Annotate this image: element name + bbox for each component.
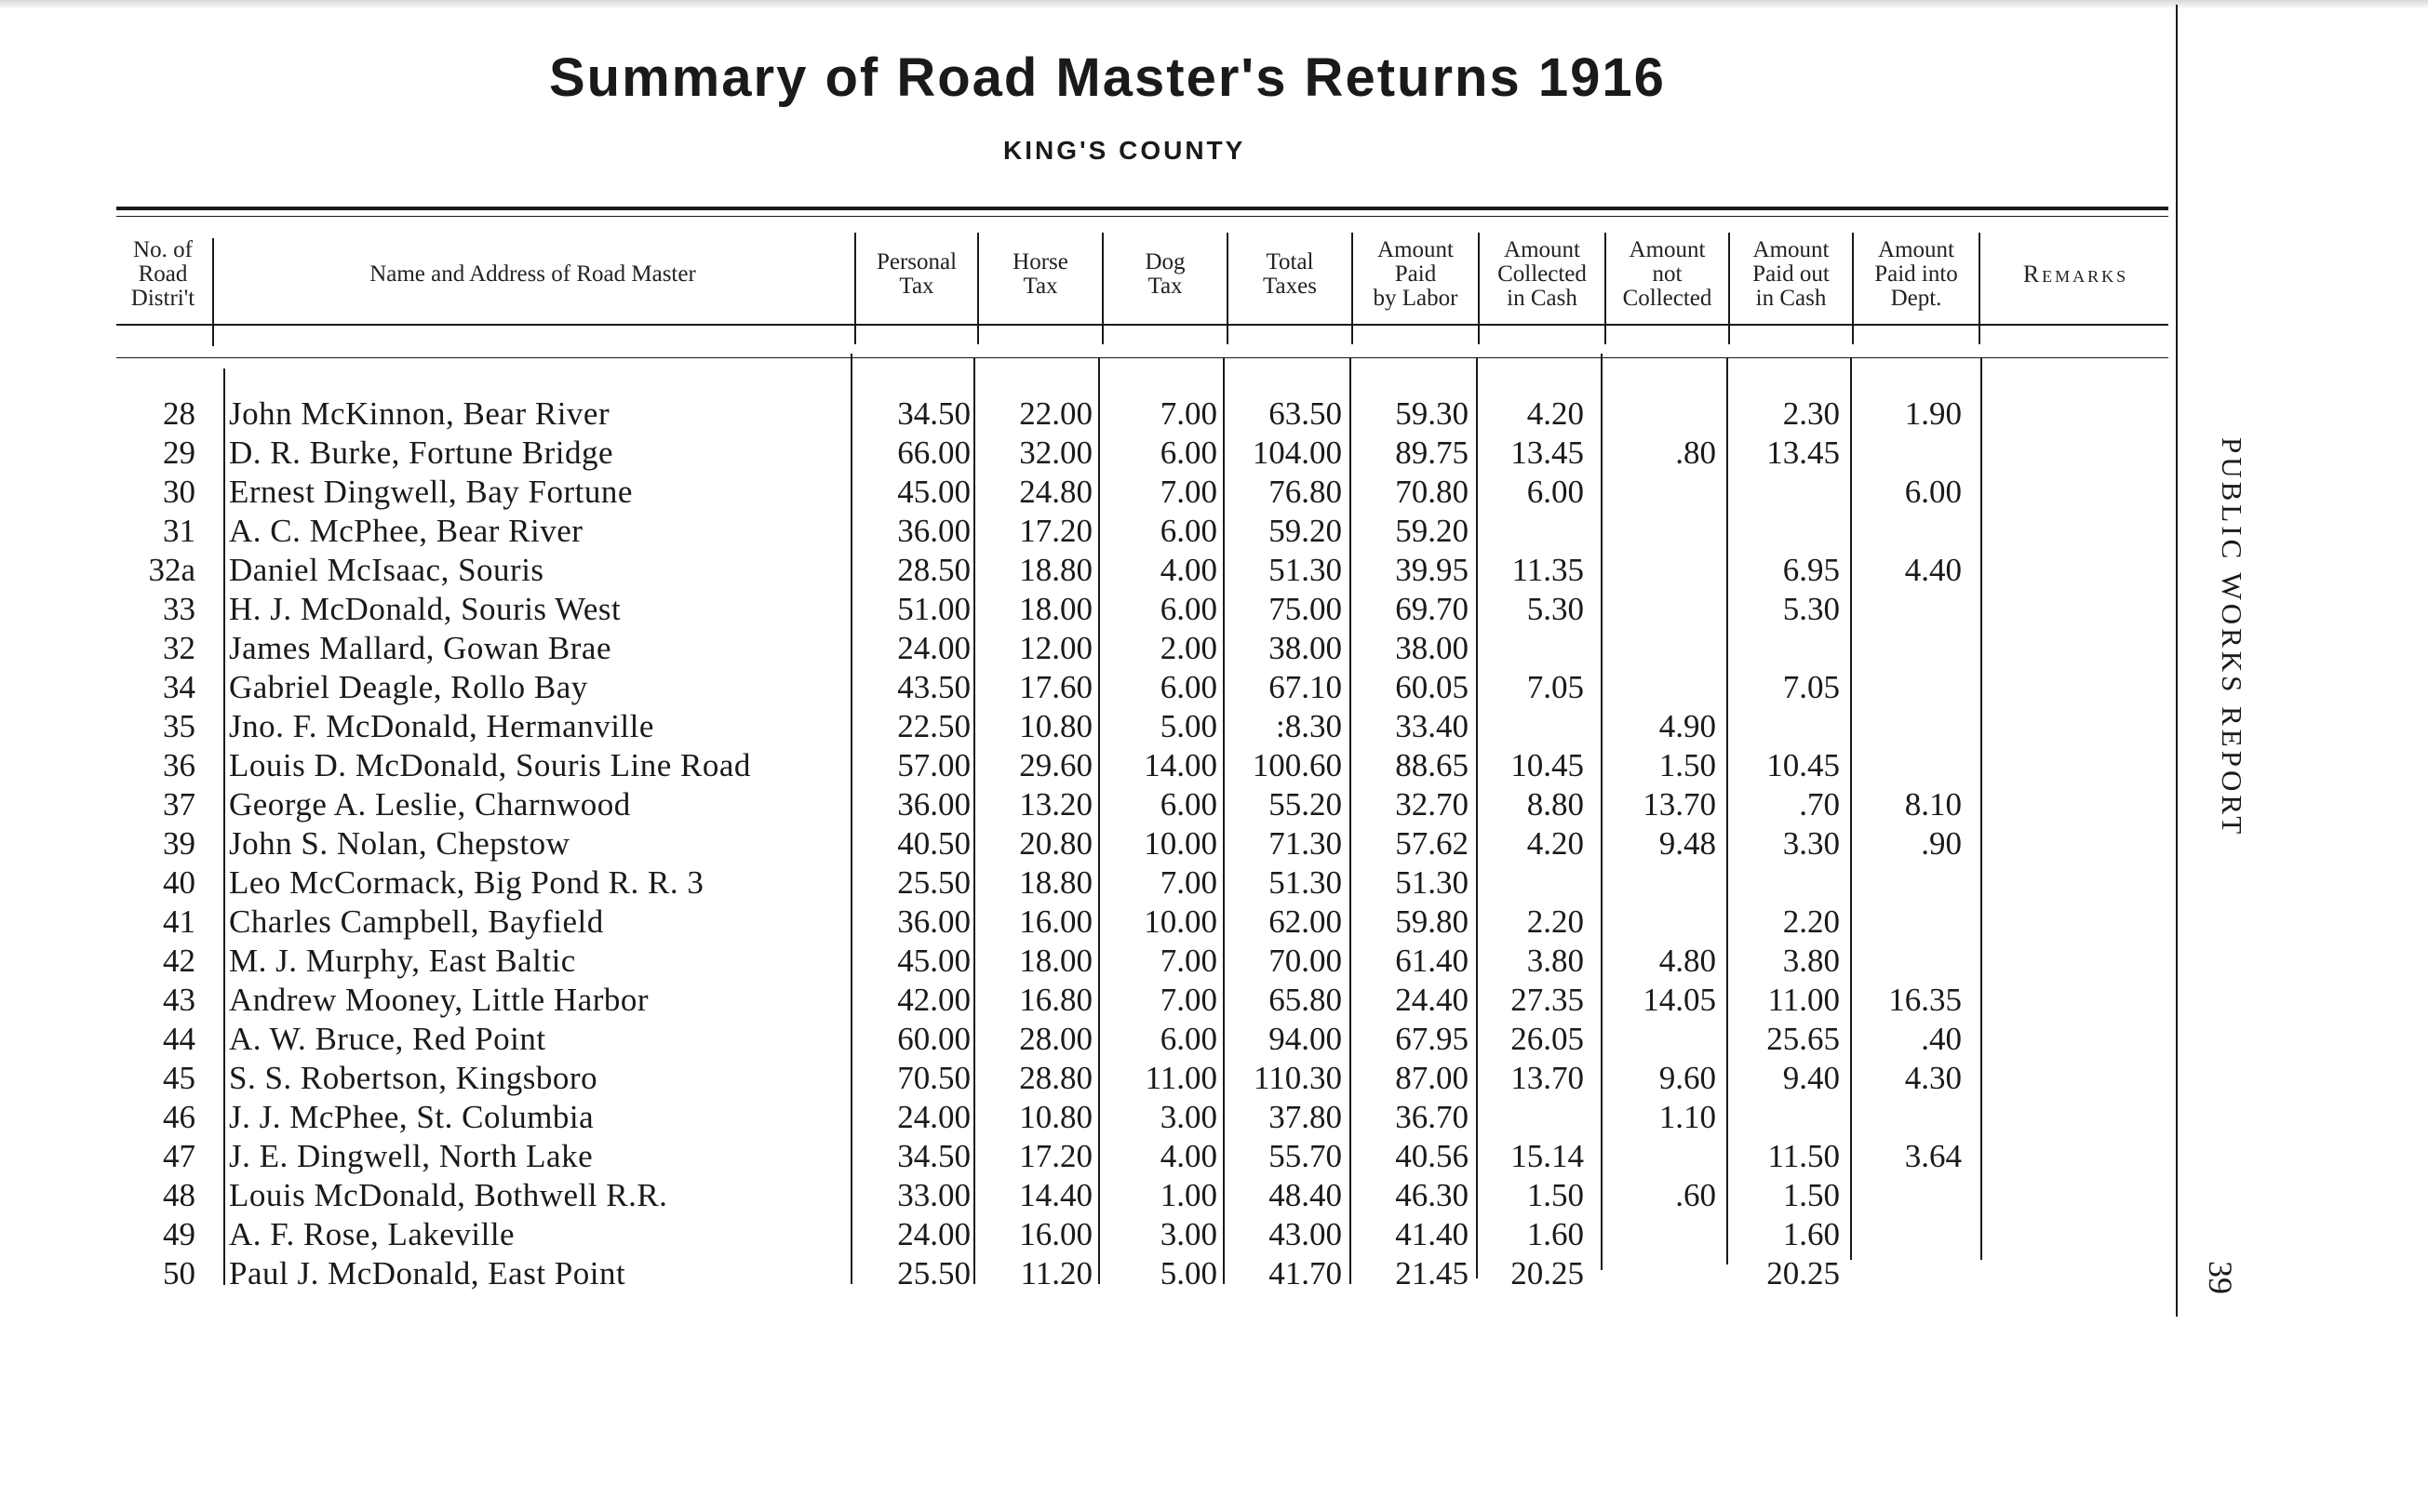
- paid-by-labor: 87.00: [1395, 1060, 1469, 1096]
- page-edge-shadow: [0, 0, 2428, 9]
- dog-tax: 4.00: [1160, 1138, 1217, 1174]
- not-collected: [1606, 903, 1716, 942]
- paid-by-labor: 70.80: [1395, 474, 1469, 510]
- total-taxes: 55.70: [1268, 1138, 1342, 1174]
- road-master-name: M. J. Murphy, East Baltic: [229, 943, 576, 979]
- paid-into-dept: 3.64: [1904, 1138, 1962, 1174]
- dog-tax: 5.00: [1160, 1255, 1217, 1291]
- total-taxes: 100.60: [1252, 747, 1342, 783]
- district-number: 37: [163, 786, 195, 823]
- table-row: [0, 824, 2168, 863]
- not-collected: 4.80: [1658, 943, 1716, 979]
- header-horse-tax: Horse Tax: [1013, 249, 1068, 299]
- horse-tax: 12.00: [1019, 630, 1093, 666]
- total-taxes: 94.00: [1268, 1021, 1342, 1057]
- table-row: [0, 629, 2168, 668]
- road-master-name: James Mallard, Gowan Brae: [229, 630, 611, 666]
- horse-tax: 16.00: [1019, 903, 1093, 940]
- personal-tax: 36.00: [897, 903, 971, 940]
- collected-in-cash: 11.35: [1511, 552, 1584, 588]
- side-running-head: PUBLIC WORKS REPORT: [2216, 437, 2248, 838]
- horse-tax: 13.20: [1019, 786, 1093, 823]
- total-taxes: 51.30: [1268, 864, 1342, 901]
- total-taxes: 59.20: [1268, 513, 1342, 549]
- paid-by-labor: 60.05: [1395, 669, 1469, 705]
- horse-tax: 28.80: [1019, 1060, 1093, 1096]
- paid-out-in-cash: 10.45: [1766, 747, 1840, 783]
- paid-into-dept: [1854, 1176, 1962, 1215]
- paid-out-in-cash: 25.65: [1766, 1021, 1840, 1057]
- district-number: 33: [163, 591, 195, 627]
- paid-by-labor: 59.20: [1395, 513, 1469, 549]
- paid-into-dept: .40: [1921, 1021, 1962, 1057]
- horse-tax: 17.20: [1019, 1138, 1093, 1174]
- paid-into-dept: .90: [1921, 825, 1962, 862]
- personal-tax: 28.50: [897, 552, 971, 588]
- not-collected: 1.50: [1658, 747, 1716, 783]
- dog-tax: 5.00: [1160, 708, 1217, 744]
- paid-by-labor: 32.70: [1395, 786, 1469, 823]
- collected-in-cash: 2.20: [1526, 903, 1584, 940]
- district-number: 39: [163, 825, 195, 862]
- paid-by-labor: 41.40: [1395, 1216, 1469, 1252]
- not-collected: [1606, 1020, 1716, 1059]
- collected-in-cash: 6.00: [1526, 474, 1584, 510]
- paid-out-in-cash: 3.80: [1782, 943, 1840, 979]
- road-master-name: A. F. Rose, Lakeville: [229, 1216, 516, 1252]
- paid-out-in-cash: 1.50: [1782, 1177, 1840, 1213]
- paid-out-in-cash: [1730, 863, 1840, 903]
- paid-by-labor: 69.70: [1395, 591, 1469, 627]
- dog-tax: 14.00: [1144, 747, 1217, 783]
- collected-in-cash: 13.70: [1510, 1060, 1584, 1096]
- paid-out-in-cash: 2.20: [1782, 903, 1840, 940]
- collected-in-cash: [1480, 512, 1584, 551]
- dog-tax: 6.00: [1160, 786, 1217, 823]
- table-row: [0, 1137, 2168, 1176]
- personal-tax: 70.50: [897, 1060, 971, 1096]
- page-number: 39: [2202, 1261, 2239, 1294]
- road-master-name: Louis D. McDonald, Souris Line Road: [229, 747, 751, 783]
- paid-out-in-cash: 20.25: [1766, 1255, 1840, 1291]
- table-row: [0, 1098, 2168, 1137]
- total-taxes: 71.30: [1268, 825, 1342, 862]
- table-row: [0, 1254, 2168, 1293]
- personal-tax: 40.50: [897, 825, 971, 862]
- paid-out-in-cash: 7.05: [1782, 669, 1840, 705]
- personal-tax: 57.00: [897, 747, 971, 783]
- header-paid-out-cash: Amount Paid out in Cash: [1752, 237, 1830, 311]
- not-collected: [1606, 1137, 1716, 1176]
- table-row: [0, 903, 2168, 942]
- paid-by-labor: 88.65: [1395, 747, 1469, 783]
- district-number: 32a: [148, 552, 195, 588]
- road-master-name: S. S. Robertson, Kingsboro: [229, 1060, 598, 1096]
- table-row: [0, 473, 2168, 512]
- district-number: 36: [163, 747, 195, 783]
- collected-in-cash: 4.20: [1526, 395, 1584, 432]
- district-number: 28: [163, 395, 195, 432]
- not-collected: 14.05: [1643, 982, 1716, 1018]
- paid-by-labor: 40.56: [1395, 1138, 1469, 1174]
- paid-out-in-cash: [1730, 512, 1840, 551]
- horse-tax: 16.80: [1019, 982, 1093, 1018]
- header-name: Name and Address of Road Master: [369, 261, 696, 287]
- paid-by-labor: 51.30: [1395, 864, 1469, 901]
- paid-into-dept: [1854, 863, 1962, 903]
- dog-tax: 3.00: [1160, 1099, 1217, 1135]
- not-collected: [1606, 629, 1716, 668]
- paid-into-dept: 4.30: [1904, 1060, 1962, 1096]
- collected-in-cash: [1480, 1098, 1584, 1137]
- dog-tax: 3.00: [1160, 1216, 1217, 1252]
- paid-into-dept: [1854, 668, 1962, 707]
- paid-into-dept: [1854, 746, 1962, 785]
- dog-tax: 6.00: [1160, 435, 1217, 471]
- paid-by-labor: 33.40: [1395, 708, 1469, 744]
- top-rule: [116, 207, 2168, 210]
- horse-tax: 16.00: [1019, 1216, 1093, 1252]
- header-total-taxes: Total Taxes: [1263, 249, 1317, 299]
- dog-tax: 7.00: [1160, 943, 1217, 979]
- paid-into-dept: [1854, 629, 1962, 668]
- header-district: No. of Road Distri't: [130, 237, 195, 311]
- collected-in-cash: 3.80: [1526, 943, 1584, 979]
- horse-tax: 28.00: [1019, 1021, 1093, 1057]
- header-not-collected: Amount not Collected: [1622, 237, 1712, 311]
- collected-in-cash: 8.80: [1526, 786, 1584, 823]
- total-taxes: 65.80: [1268, 982, 1342, 1018]
- table-row: [0, 785, 2168, 824]
- page-title: Summary of Road Master's Returns 1916: [549, 47, 1666, 108]
- personal-tax: 36.00: [897, 786, 971, 823]
- district-number: 31: [163, 513, 195, 549]
- dog-tax: 7.00: [1160, 474, 1217, 510]
- page-margin-line: [2176, 5, 2178, 1317]
- not-collected: 1.10: [1658, 1099, 1716, 1135]
- horse-tax: 18.80: [1019, 864, 1093, 901]
- paid-out-in-cash: [1730, 707, 1840, 746]
- paid-out-in-cash: [1730, 473, 1840, 512]
- district-number: 44: [163, 1021, 195, 1057]
- collected-in-cash: 15.14: [1510, 1138, 1584, 1174]
- county-subtitle: KING'S COUNTY: [1003, 136, 1246, 165]
- total-taxes: 104.00: [1252, 435, 1342, 471]
- paid-into-dept: [1854, 942, 1962, 981]
- horse-tax: 32.00: [1019, 435, 1093, 471]
- horse-tax: 18.00: [1019, 591, 1093, 627]
- table-row: [0, 1059, 2168, 1098]
- district-number: 48: [163, 1177, 195, 1213]
- table-row: [0, 863, 2168, 903]
- not-collected: .60: [1675, 1177, 1716, 1213]
- total-taxes: 48.40: [1268, 1177, 1342, 1213]
- not-collected: [1606, 668, 1716, 707]
- not-collected: [1606, 473, 1716, 512]
- horse-tax: 10.80: [1019, 1099, 1093, 1135]
- not-collected: [1606, 590, 1716, 629]
- paid-out-in-cash: 6.95: [1782, 552, 1840, 588]
- dog-tax: 6.00: [1160, 1021, 1217, 1057]
- total-taxes: 62.00: [1268, 903, 1342, 940]
- table-row: [0, 668, 2168, 707]
- road-master-name: Louis McDonald, Bothwell R.R.: [229, 1177, 668, 1213]
- paid-by-labor: 59.30: [1395, 395, 1469, 432]
- district-number: 50: [163, 1255, 195, 1291]
- dog-tax: 10.00: [1144, 825, 1217, 862]
- total-taxes: 67.10: [1268, 669, 1342, 705]
- paid-by-labor: 67.95: [1395, 1021, 1469, 1057]
- total-taxes: 41.70: [1268, 1255, 1342, 1291]
- total-taxes: :8.30: [1276, 708, 1342, 744]
- total-taxes: 51.30: [1268, 552, 1342, 588]
- road-master-name: John S. Nolan, Chepstow: [229, 825, 570, 862]
- horse-tax: 29.60: [1019, 747, 1093, 783]
- total-taxes: 70.00: [1268, 943, 1342, 979]
- paid-out-in-cash: 9.40: [1782, 1060, 1840, 1096]
- personal-tax: 51.00: [897, 591, 971, 627]
- paid-into-dept: 16.35: [1888, 982, 1962, 1018]
- road-master-name: Jno. F. McDonald, Hermanville: [229, 708, 654, 744]
- district-number: 35: [163, 708, 195, 744]
- road-master-name: Daniel McIsaac, Souris: [229, 552, 544, 588]
- district-number: 30: [163, 474, 195, 510]
- not-collected: [1606, 1215, 1716, 1254]
- collected-in-cash: 1.60: [1526, 1216, 1584, 1252]
- horse-tax: 18.80: [1019, 552, 1093, 588]
- road-master-name: A. C. McPhee, Bear River: [229, 513, 584, 549]
- paid-out-in-cash: 3.30: [1782, 825, 1840, 862]
- table-row: [0, 1176, 2168, 1215]
- top-rule-thin: [116, 216, 2168, 217]
- total-taxes: 76.80: [1268, 474, 1342, 510]
- horse-tax: 22.00: [1019, 395, 1093, 432]
- personal-tax: 34.50: [897, 1138, 971, 1174]
- header-collected-cash: Amount Collected in Cash: [1497, 237, 1587, 311]
- personal-tax: 42.00: [897, 982, 971, 1018]
- paid-by-labor: 61.40: [1395, 943, 1469, 979]
- not-collected: .80: [1675, 435, 1716, 471]
- dog-tax: 4.00: [1160, 552, 1217, 588]
- table-row: [0, 395, 2168, 434]
- paid-out-in-cash: 11.50: [1767, 1138, 1840, 1174]
- collected-in-cash: 13.45: [1510, 435, 1584, 471]
- collected-in-cash: [1480, 863, 1584, 903]
- paid-into-dept: 8.10: [1904, 786, 1962, 823]
- district-number: 43: [163, 982, 195, 1018]
- table-row: [0, 746, 2168, 785]
- table-row: [0, 551, 2168, 590]
- personal-tax: 45.00: [897, 943, 971, 979]
- dog-tax: 2.00: [1160, 630, 1217, 666]
- dog-tax: 7.00: [1160, 395, 1217, 432]
- paid-out-in-cash: 1.60: [1782, 1216, 1840, 1252]
- horse-tax: 11.20: [1020, 1255, 1093, 1291]
- not-collected: 9.60: [1658, 1060, 1716, 1096]
- not-collected: [1606, 512, 1716, 551]
- horse-tax: 14.40: [1019, 1177, 1093, 1213]
- personal-tax: 25.50: [897, 864, 971, 901]
- paid-into-dept: [1854, 707, 1962, 746]
- dog-tax: 6.00: [1160, 591, 1217, 627]
- paid-into-dept: 4.40: [1904, 552, 1962, 588]
- horse-tax: 17.60: [1019, 669, 1093, 705]
- table-row: [0, 707, 2168, 746]
- not-collected: [1606, 395, 1716, 434]
- not-collected: 9.48: [1658, 825, 1716, 862]
- district-number: 45: [163, 1060, 195, 1096]
- horse-tax: 24.80: [1019, 474, 1093, 510]
- paid-into-dept: [1854, 1215, 1962, 1254]
- paid-into-dept: [1854, 1254, 1962, 1293]
- road-master-name: A. W. Bruce, Red Point: [229, 1021, 546, 1057]
- not-collected: [1606, 1254, 1716, 1293]
- header-remarks: Remarks: [2022, 261, 2129, 288]
- personal-tax: 34.50: [897, 395, 971, 432]
- paid-by-labor: 36.70: [1395, 1099, 1469, 1135]
- paid-out-in-cash: 5.30: [1782, 591, 1840, 627]
- horse-tax: 20.80: [1019, 825, 1093, 862]
- collected-in-cash: 10.45: [1510, 747, 1584, 783]
- dog-tax: 7.00: [1160, 864, 1217, 901]
- paid-into-dept: 6.00: [1904, 474, 1962, 510]
- paid-out-in-cash: [1730, 1098, 1840, 1137]
- paid-out-in-cash: 2.30: [1782, 395, 1840, 432]
- dog-tax: 6.00: [1160, 669, 1217, 705]
- paid-into-dept: [1854, 434, 1962, 473]
- personal-tax: 24.00: [897, 1099, 971, 1135]
- total-taxes: 37.80: [1268, 1099, 1342, 1135]
- personal-tax: 33.00: [897, 1177, 971, 1213]
- body-top-rule: [116, 357, 2168, 358]
- personal-tax: 25.50: [897, 1255, 971, 1291]
- header-personal-tax: Personal Tax: [876, 249, 958, 299]
- paid-out-in-cash: [1730, 629, 1840, 668]
- paid-by-labor: 38.00: [1395, 630, 1469, 666]
- table-row: [0, 434, 2168, 473]
- road-master-name: Leo McCormack, Big Pond R. R. 3: [229, 864, 704, 901]
- paid-into-dept: [1854, 903, 1962, 942]
- paid-by-labor: 57.62: [1395, 825, 1469, 862]
- paid-by-labor: 21.45: [1395, 1255, 1469, 1291]
- road-master-name: Charles Campbell, Bayfield: [229, 903, 604, 940]
- district-number: 41: [163, 903, 195, 940]
- road-master-name: Paul J. McDonald, East Point: [229, 1255, 626, 1291]
- not-collected: 13.70: [1643, 786, 1716, 823]
- district-number: 34: [163, 669, 195, 705]
- header-paid-into-dept: Amount Paid into Dept.: [1874, 237, 1958, 311]
- paid-into-dept: [1854, 1098, 1962, 1137]
- district-number: 42: [163, 943, 195, 979]
- table-row: [0, 942, 2168, 981]
- paid-into-dept: [1854, 590, 1962, 629]
- personal-tax: 66.00: [897, 435, 971, 471]
- dog-tax: 7.00: [1160, 982, 1217, 1018]
- total-taxes: 43.00: [1268, 1216, 1342, 1252]
- total-taxes: 63.50: [1268, 395, 1342, 432]
- personal-tax: 24.00: [897, 630, 971, 666]
- paid-by-labor: 39.95: [1395, 552, 1469, 588]
- dog-tax: 6.00: [1160, 513, 1217, 549]
- collected-in-cash: 4.20: [1526, 825, 1584, 862]
- personal-tax: 24.00: [897, 1216, 971, 1252]
- paid-by-labor: 46.30: [1395, 1177, 1469, 1213]
- road-master-name: J. E. Dingwell, North Lake: [229, 1138, 594, 1174]
- total-taxes: 55.20: [1268, 786, 1342, 823]
- horse-tax: 10.80: [1019, 708, 1093, 744]
- road-master-name: Gabriel Deagle, Rollo Bay: [229, 669, 588, 705]
- collected-in-cash: 27.35: [1510, 982, 1584, 1018]
- table-row: [0, 1215, 2168, 1254]
- table-row: [0, 981, 2168, 1020]
- paid-into-dept: 1.90: [1904, 395, 1962, 432]
- table-row: [0, 1020, 2168, 1059]
- road-master-name: Andrew Mooney, Little Harbor: [229, 982, 650, 1018]
- collected-in-cash: 1.50: [1526, 1177, 1584, 1213]
- dog-tax: 10.00: [1144, 903, 1217, 940]
- road-master-name: H. J. McDonald, Souris West: [229, 591, 622, 627]
- not-collected: [1606, 863, 1716, 903]
- collected-in-cash: 20.25: [1510, 1255, 1584, 1291]
- district-number: 47: [163, 1138, 195, 1174]
- district-number: 32: [163, 630, 195, 666]
- total-taxes: 38.00: [1268, 630, 1342, 666]
- personal-tax: 43.50: [897, 669, 971, 705]
- collected-in-cash: [1480, 707, 1584, 746]
- dog-tax: 11.00: [1145, 1060, 1217, 1096]
- personal-tax: 60.00: [897, 1021, 971, 1057]
- district-number: 46: [163, 1099, 195, 1135]
- district-number: 29: [163, 435, 195, 471]
- paid-by-labor: 59.80: [1395, 903, 1469, 940]
- road-master-name: D. R. Burke, Fortune Bridge: [229, 435, 614, 471]
- table-row: [0, 512, 2168, 551]
- paid-by-labor: 24.40: [1395, 982, 1469, 1018]
- collected-in-cash: 7.05: [1526, 669, 1584, 705]
- district-number: 49: [163, 1216, 195, 1252]
- road-master-name: Ernest Dingwell, Bay Fortune: [229, 474, 633, 510]
- district-number: 40: [163, 864, 195, 901]
- road-master-name: J. J. McPhee, St. Columbia: [229, 1099, 595, 1135]
- paid-into-dept: [1854, 512, 1962, 551]
- header-dog-tax: Dog Tax: [1145, 249, 1186, 299]
- paid-out-in-cash: 13.45: [1766, 435, 1840, 471]
- horse-tax: 18.00: [1019, 943, 1093, 979]
- road-master-name: George A. Leslie, Charnwood: [229, 786, 631, 823]
- not-collected: [1606, 551, 1716, 590]
- personal-tax: 45.00: [897, 474, 971, 510]
- road-master-name: John McKinnon, Bear River: [229, 395, 610, 432]
- collected-in-cash: 5.30: [1526, 591, 1584, 627]
- paid-by-labor: 89.75: [1395, 435, 1469, 471]
- dog-tax: 1.00: [1160, 1177, 1217, 1213]
- paid-out-in-cash: .70: [1799, 786, 1840, 823]
- personal-tax: 36.00: [897, 513, 971, 549]
- collected-in-cash: [1480, 629, 1584, 668]
- table-row: [0, 590, 2168, 629]
- paid-out-in-cash: 11.00: [1767, 982, 1840, 1018]
- header-paid-by-labor: Amount Paid by Labor: [1373, 237, 1458, 311]
- not-collected: 4.90: [1658, 708, 1716, 744]
- total-taxes: 75.00: [1268, 591, 1342, 627]
- total-taxes: 110.30: [1254, 1060, 1342, 1096]
- personal-tax: 22.50: [897, 708, 971, 744]
- collected-in-cash: 26.05: [1510, 1021, 1584, 1057]
- horse-tax: 17.20: [1019, 513, 1093, 549]
